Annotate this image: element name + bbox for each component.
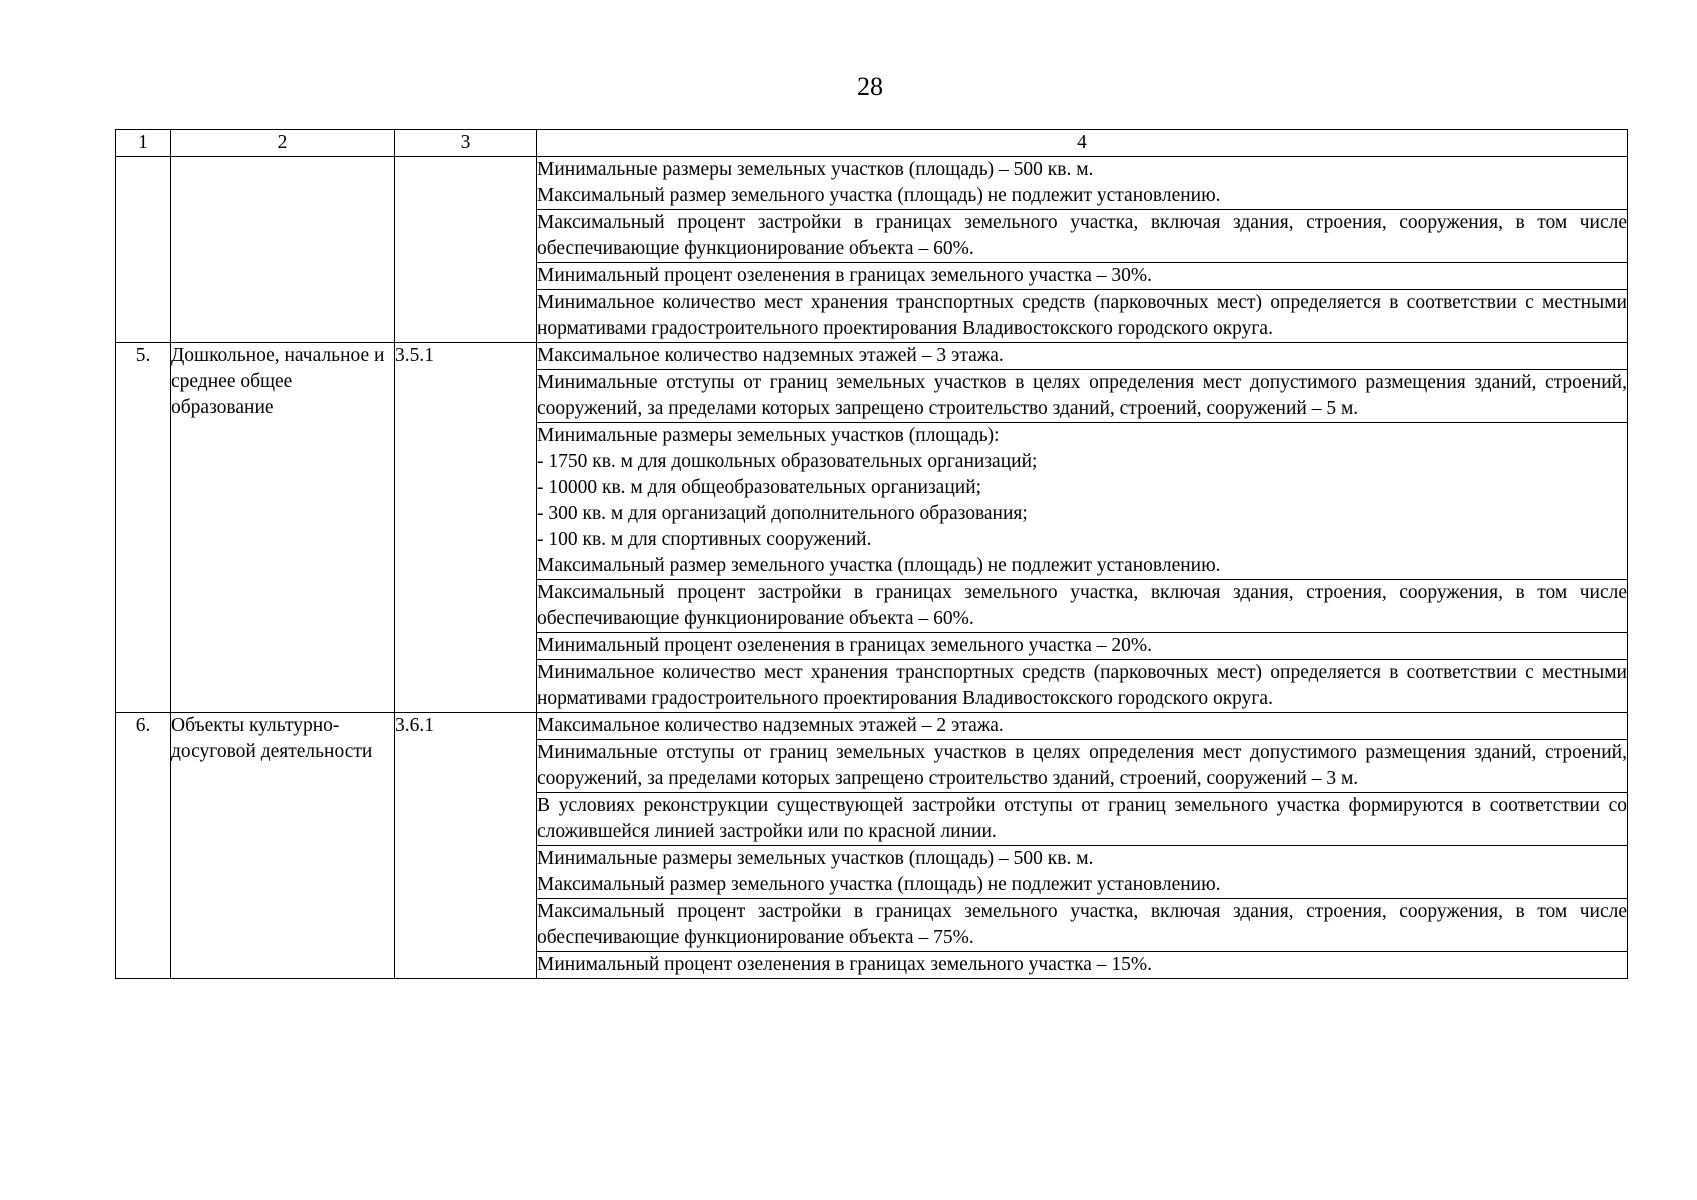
parameter-cell: Максимальное количество надземных этажей – 3 этажа. bbox=[537, 343, 1628, 370]
code-cell bbox=[395, 157, 537, 343]
parameter-line: Максимальный размер земельного участка (площадь) не подлежит установлению. bbox=[537, 874, 1221, 895]
parameter-cell bbox=[537, 846, 1628, 899]
table-header-row bbox=[116, 130, 1628, 157]
header-cell-2: 2 bbox=[171, 130, 395, 157]
table-row bbox=[116, 343, 1628, 370]
parameter-cell: В условиях реконструкции существующей застройки отступы от границ земельного участка формируются в соответствии со сложившейся линией застройки или по красной линии. bbox=[537, 793, 1628, 846]
parameter-cell bbox=[537, 423, 1628, 580]
name-cell: Объекты культурно-досуговой деятельности bbox=[171, 713, 395, 979]
name-cell: Дошкольное, начальное и среднее общее образование bbox=[171, 343, 395, 713]
parameter-line: - 100 кв. м для спортивных сооружений. bbox=[537, 529, 872, 550]
header-cell-1: 1 bbox=[116, 130, 171, 157]
code-cell: 3.6.1 bbox=[395, 713, 537, 979]
table-row bbox=[116, 157, 1628, 210]
parameter-cell: Минимальный процент озеленения в границах земельного участка – 30%. bbox=[537, 263, 1628, 290]
parameter-cell: Минимальный процент озеленения в границах земельного участка – 15%. bbox=[537, 952, 1628, 979]
regulations-table bbox=[115, 129, 1628, 979]
number-cell: 6. bbox=[116, 713, 171, 979]
parameter-line: - 10000 кв. м для общеобразовательных организаций; bbox=[537, 477, 982, 498]
table-row bbox=[116, 713, 1628, 740]
parameter-cell: Минимальное количество мест хранения транспортных средств (парковочных мест) определяется в соответствии с местными нормативами градостроительного проектирования Владивостокского городского округа. bbox=[537, 660, 1628, 713]
parameter-cell: Минимальные отступы от границ земельных участков в целях определения мест допустимого размещения зданий, строений, сооружений, за пределами которых запрещено строительство зданий, строений, сооружений – 3 м. bbox=[537, 740, 1628, 793]
parameter-line: - 300 кв. м для организаций дополнительного образования; bbox=[537, 503, 1028, 524]
page-number: 28 bbox=[857, 72, 883, 101]
number-cell bbox=[116, 157, 171, 343]
parameter-cell: Минимальное количество мест хранения транспортных средств (парковочных мест) определяется в соответствии с местными нормативами градостроительного проектирования Владивостокского городского округа. bbox=[537, 290, 1628, 343]
parameter-line: Минимальные размеры земельных участков (площадь): bbox=[537, 425, 1000, 446]
header-cell-3: 3 bbox=[395, 130, 537, 157]
parameter-line: Максимальный размер земельного участка (площадь) не подлежит установлению. bbox=[537, 185, 1221, 206]
parameter-cell bbox=[537, 157, 1628, 210]
parameter-cell: Минимальный процент озеленения в границах земельного участка – 20%. bbox=[537, 633, 1628, 660]
parameter-cell: Максимальный процент застройки в границах земельного участка, включая здания, строения, сооружения, в том числе обеспечивающие функционирование объекта – 60%. bbox=[537, 580, 1628, 633]
parameter-line: Минимальные размеры земельных участков (площадь) – 500 кв. м. bbox=[537, 159, 1094, 180]
parameter-cell: Минимальные отступы от границ земельных участков в целях определения мест допустимого размещения зданий, строений, сооружений, за пределами которых запрещено строительство зданий, строений, сооружений – 5 м. bbox=[537, 370, 1628, 423]
code-cell: 3.5.1 bbox=[395, 343, 537, 713]
name-cell bbox=[171, 157, 395, 343]
parameter-cell: Максимальное количество надземных этажей – 2 этажа. bbox=[537, 713, 1628, 740]
parameter-cell: Максимальный процент застройки в границах земельного участка, включая здания, строения, сооружения, в том числе обеспечивающие функционирование объекта – 60%. bbox=[537, 210, 1628, 263]
parameter-line: Максимальный размер земельного участка (площадь) не подлежит установлению. bbox=[537, 555, 1221, 576]
parameter-line: - 1750 кв. м для дошкольных образовательных организаций; bbox=[537, 451, 1038, 472]
number-cell: 5. bbox=[116, 343, 171, 713]
header-cell-4: 4 bbox=[537, 130, 1628, 157]
parameter-line: Минимальные размеры земельных участков (площадь) – 500 кв. м. bbox=[537, 848, 1094, 869]
parameter-cell: Максимальный процент застройки в границах земельного участка, включая здания, строения, сооружения, в том числе обеспечивающие функционирование объекта – 75%. bbox=[537, 899, 1628, 952]
